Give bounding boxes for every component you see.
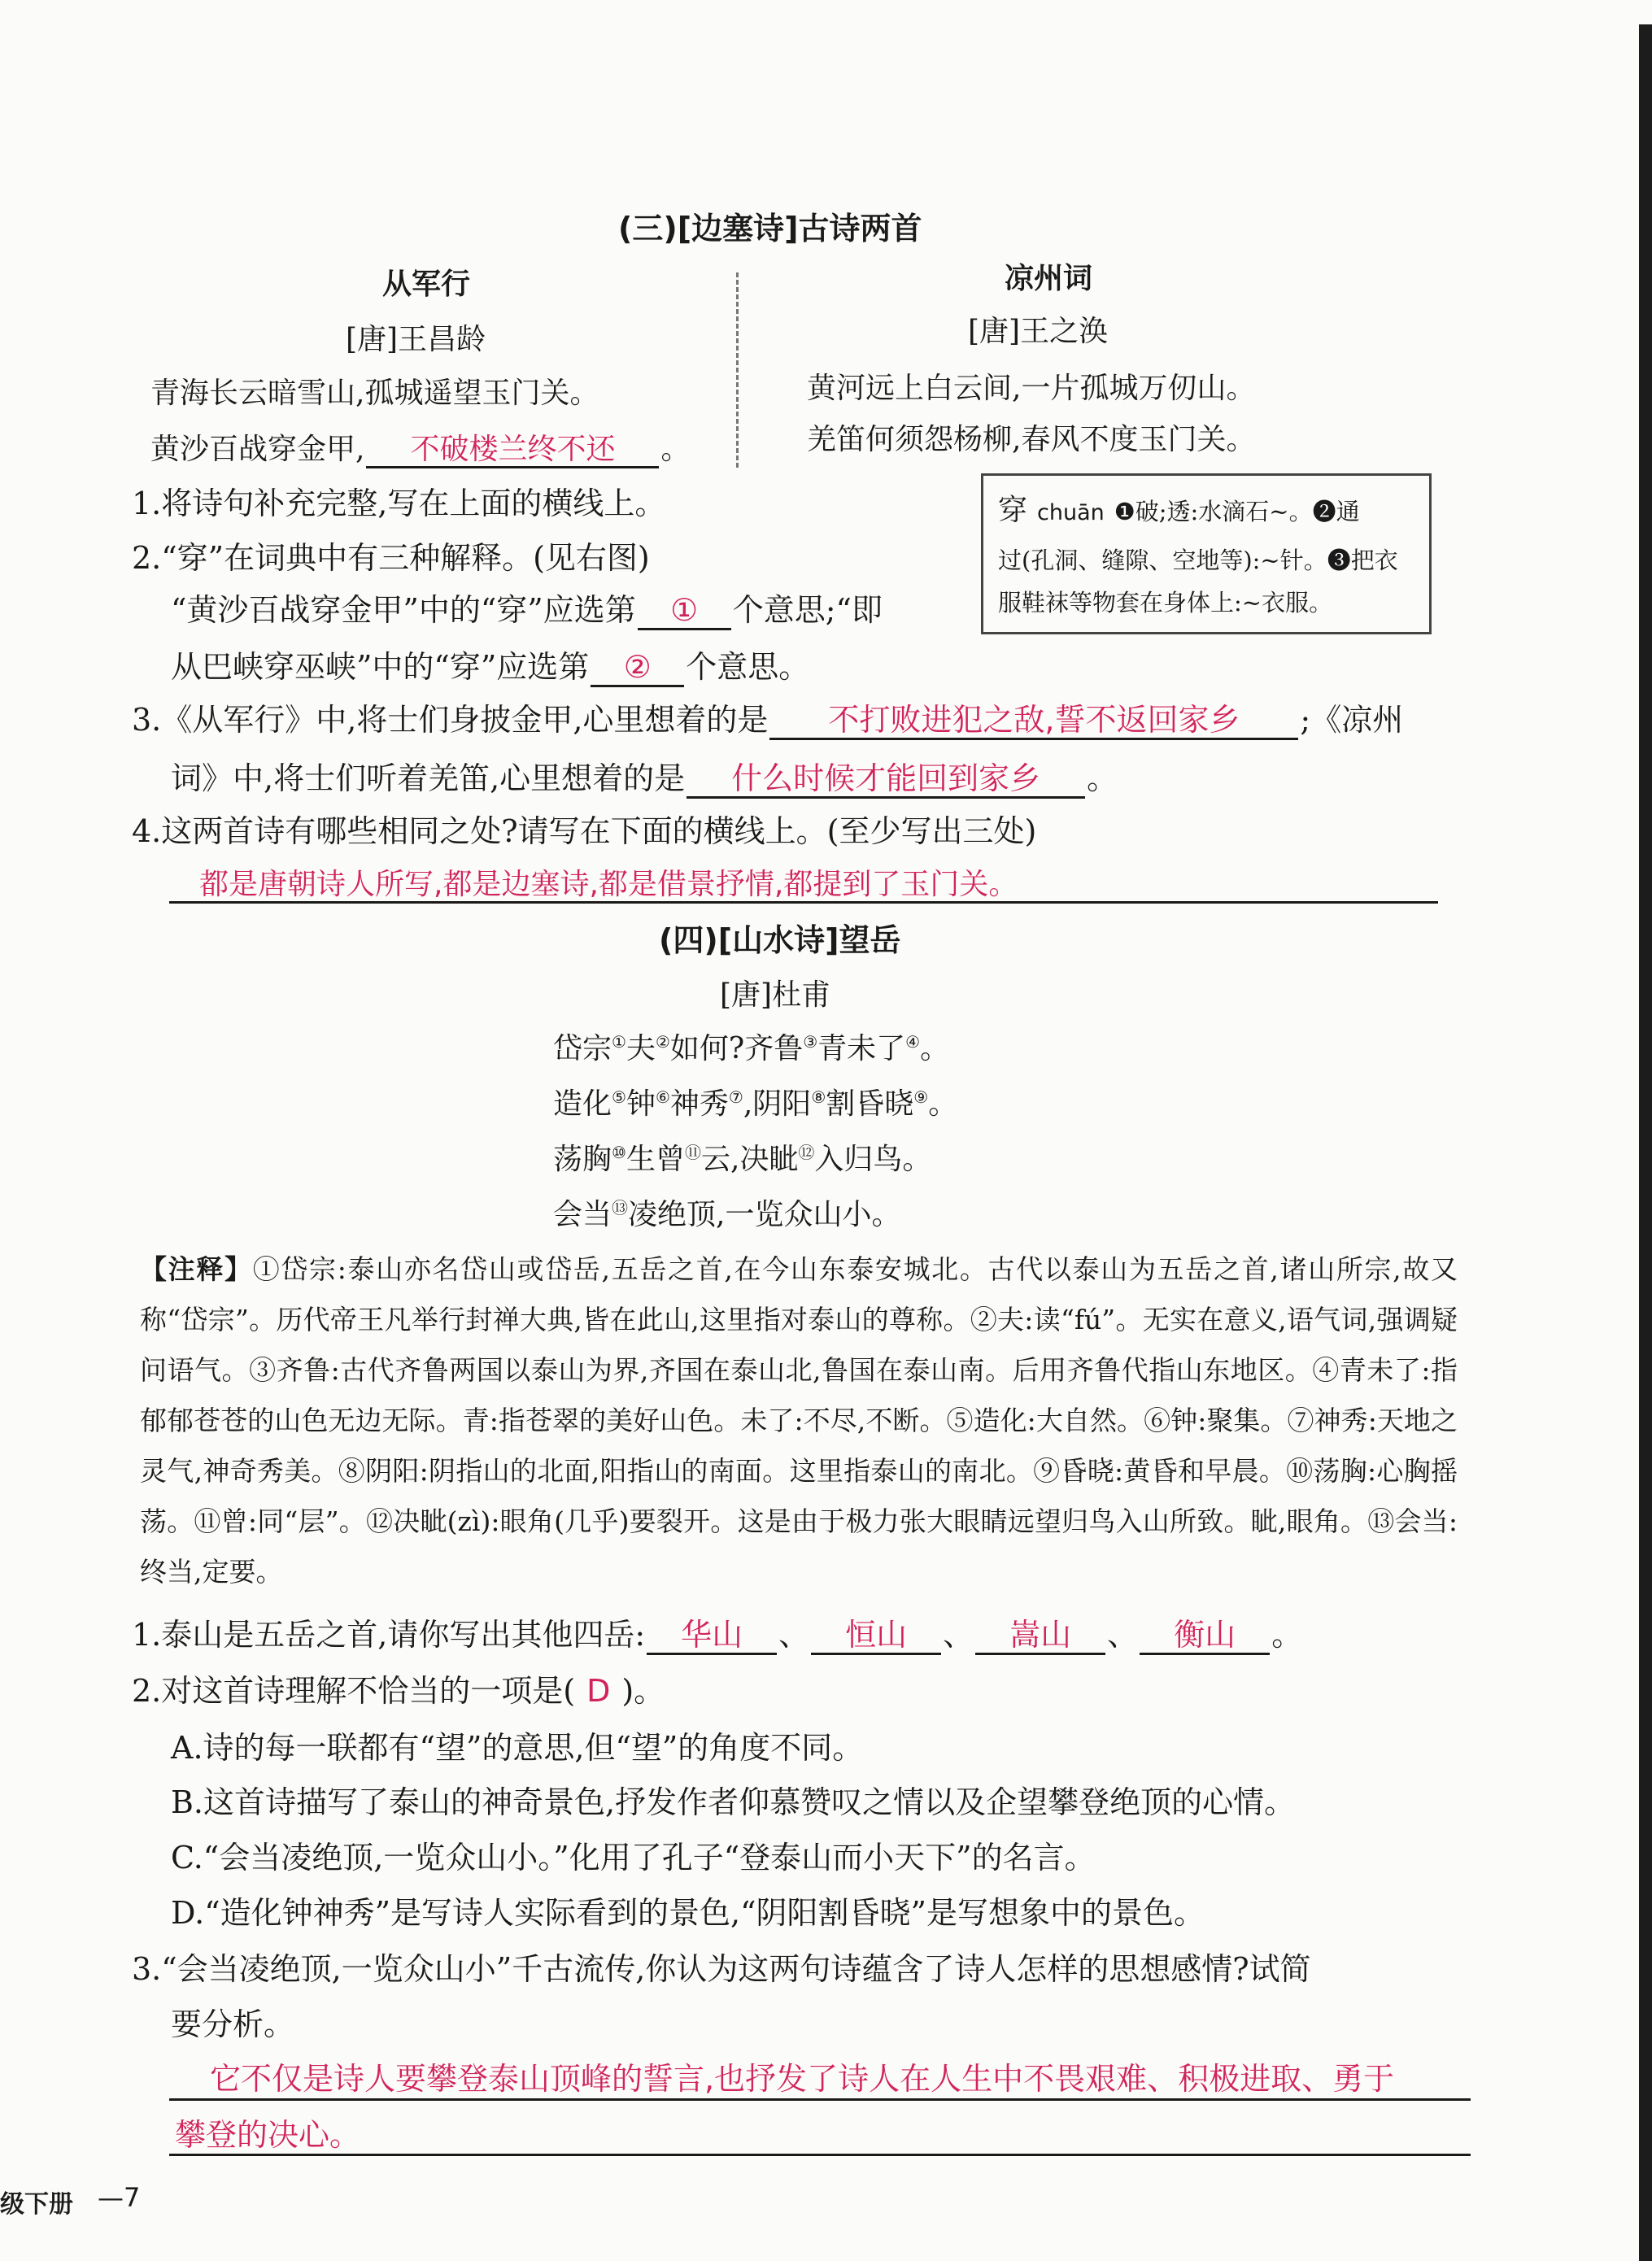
poem2-author: [唐]王之涣	[968, 315, 1109, 348]
poem2-line2: 羌笛何须怨杨柳,春风不度玉门关。	[807, 423, 1256, 456]
poem1-line2-answer: 不破楼兰终不还	[366, 433, 659, 468]
page-number: —7	[98, 2182, 141, 2213]
poem3-line2: 造化⑤钟⑥神秀⑦,阴阳⑧割昏晓⑨。	[553, 1087, 958, 1121]
poem1-line1: 青海长云暗雪山,孤城遥望玉门关。	[150, 377, 599, 410]
notes-text: ①岱宗:泰山亦名岱山或岱岳,五岳之首,在今山东泰安城北。古代以泰山为五岳之首,诸山所宗,故又称“岱宗”。历代帝王凡举行封禅大典,皆在此山,这里指对泰山的尊称。②夫:读“fú”。无实在意义,语气词,强调疑问语气。③齐鲁:古代齐鲁两国以泰山为界,齐国在泰山北,鲁国在泰山南。后用齐鲁代指山东地区。④青未了:指郁郁苍苍的山色无边无际。青:指苍翠的美好山色。未了:不尽,不断。⑤造化:大自然。⑥钟:聚集。⑦神秀:天地之灵气,神奇秀美。⑧阴阳:阴指山的北面,阳指山的南面。这里指泰山的南北。⑨昏晓:黄昏和早晨。⑩荡胸:心胸摇荡。⑪曾:同“层”。⑫决眦(zì):眼角(几乎)要裂开。这是由于极力张大眼睛远望归鸟入山所致。眦,眼角。⑬会当:终当,定要。	[140, 1253, 1458, 1588]
poem3-line4: 会当⑬凌绝顶,一览众山小。	[553, 1198, 901, 1231]
s4-q3-answer-rule-2	[169, 2154, 1471, 2156]
s4-q1-answer-4: 衡山	[1140, 1618, 1270, 1655]
dictionary-pinyin: chuān	[1037, 500, 1105, 525]
s3-question-3-line2: 词》中,将士们听着羌笛,心里想着的是 什么时候才能回到家乡 。	[171, 762, 1118, 799]
s3-question-1: 1.将诗句补充完整,写在上面的横线上。	[132, 486, 666, 521]
poem1-line2: 黄沙百战穿金甲, 不破楼兰终不还 。	[150, 433, 690, 468]
s3-q4-answer-line	[169, 901, 1438, 904]
page-binding-edge	[1639, 24, 1652, 2261]
s4-option-d: D.“造化钟神秀”是写诗人实际看到的景色,“阴阳割昏晓”是写想象中的景色。	[171, 1895, 1205, 1931]
poem1-author: [唐]王昌龄	[346, 323, 486, 356]
s4-option-c: C.“会当凌绝顶,一览众山小。”化用了孔子“登泰山而小天下”的名言。	[171, 1840, 1096, 1875]
footer-grade: 级下册	[0, 2190, 73, 2219]
s4-q3-answer-line2: 攀登的决心。	[175, 2117, 361, 2153]
dictionary-box: 穿 chuān ❶破;透:水滴石~。❷通 过(孔洞、缝隙、空地等):~针。❸把衣 服鞋袜等物套在身体上:~衣服。	[981, 473, 1432, 634]
s3-q3-answer-2: 什么时候才能回到家乡	[687, 762, 1085, 799]
section3-title: (三)[边塞诗]古诗两首	[618, 211, 922, 246]
s4-q1-answer-3: 嵩山	[975, 1618, 1105, 1655]
poem3-notes	[140, 1244, 1458, 1597]
s4-q2-answer: D	[586, 1673, 611, 1709]
poem2-title: 凉州词	[1005, 262, 1093, 295]
poem1-title: 从军行	[382, 268, 471, 301]
s3-question-3-line1: 3.《从军行》中,将士们身披金甲,心里想着的是 不打败进犯之敌,誓不返回家乡 ;《凉州	[132, 704, 1403, 740]
s3-q4-answer: 都是唐朝诗人所写,都是边塞诗,都是借景抒情,都提到了玉门关。	[199, 868, 1018, 901]
s4-option-a: A.诗的每一联都有“望”的意思,但“望”的角度不同。	[171, 1730, 864, 1766]
section4-title: (四)[山水诗]望岳	[659, 922, 901, 958]
s3-question-2-line3: 从巴峡穿巫峡”中的“穿”应选第 ② 个意思。	[171, 651, 809, 687]
s4-q3-answer-rule-1	[169, 2098, 1471, 2101]
s3-question-2-line2: “黄沙百战穿金甲”中的“穿”应选第 ① 个意思;“即	[171, 594, 883, 630]
notes-label: 【注释】	[140, 1253, 253, 1285]
s3-q3-answer-1: 不打败进犯之敌,誓不返回家乡	[769, 704, 1298, 740]
s4-option-b: B.这首诗描写了泰山的神奇景色,抒发作者仰慕赞叹之情以及企望攀登绝顶的心情。	[171, 1784, 1296, 1820]
s4-question-2: 2.对这首诗理解不恰当的一项是( D )。	[132, 1673, 665, 1709]
s4-question-1: 1.泰山是五岳之首,请你写出其他四岳: 华山 、 恒山 、 嵩山 、 衡山 。	[132, 1618, 1302, 1655]
s3-q2-answer-1: ①	[638, 594, 731, 630]
poem2-line1: 黄河远上白云间,一片孤城万仞山。	[807, 372, 1256, 405]
poem3-author: [唐]杜甫	[720, 978, 831, 1012]
poem3-line1: 岱宗①夫②如何?齐鲁③青未了④。	[553, 1032, 950, 1065]
dictionary-char: 穿	[998, 494, 1028, 527]
s3-question-2: 2.“穿”在词典中有三种解释。(见右图)	[132, 540, 650, 576]
s4-q3-answer-line1: 它不仅是诗人要攀登泰山顶峰的誓言,也抒发了诗人在人生中不畏艰难、积极进取、勇于	[210, 2061, 1395, 2097]
s4-question-3: 3.“会当凌绝顶,一览众山小”千古流传,你认为这两句诗蕴含了诗人怎样的思想感情?试简	[132, 1951, 1311, 1987]
poem3-line3: 荡胸⑩生曾⑪云,决眦⑫入归鸟。	[553, 1143, 932, 1176]
s3-question-4: 4.这两首诗有哪些相同之处?请写在下面的横线上。(至少写出三处)	[132, 813, 1037, 849]
s4-question-3-line2: 要分析。	[171, 2006, 295, 2042]
s3-q2-answer-2: ②	[591, 651, 684, 687]
column-divider	[736, 272, 739, 468]
s4-q1-answer-2: 恒山	[811, 1618, 941, 1655]
s4-q1-answer-1: 华山	[647, 1618, 777, 1655]
